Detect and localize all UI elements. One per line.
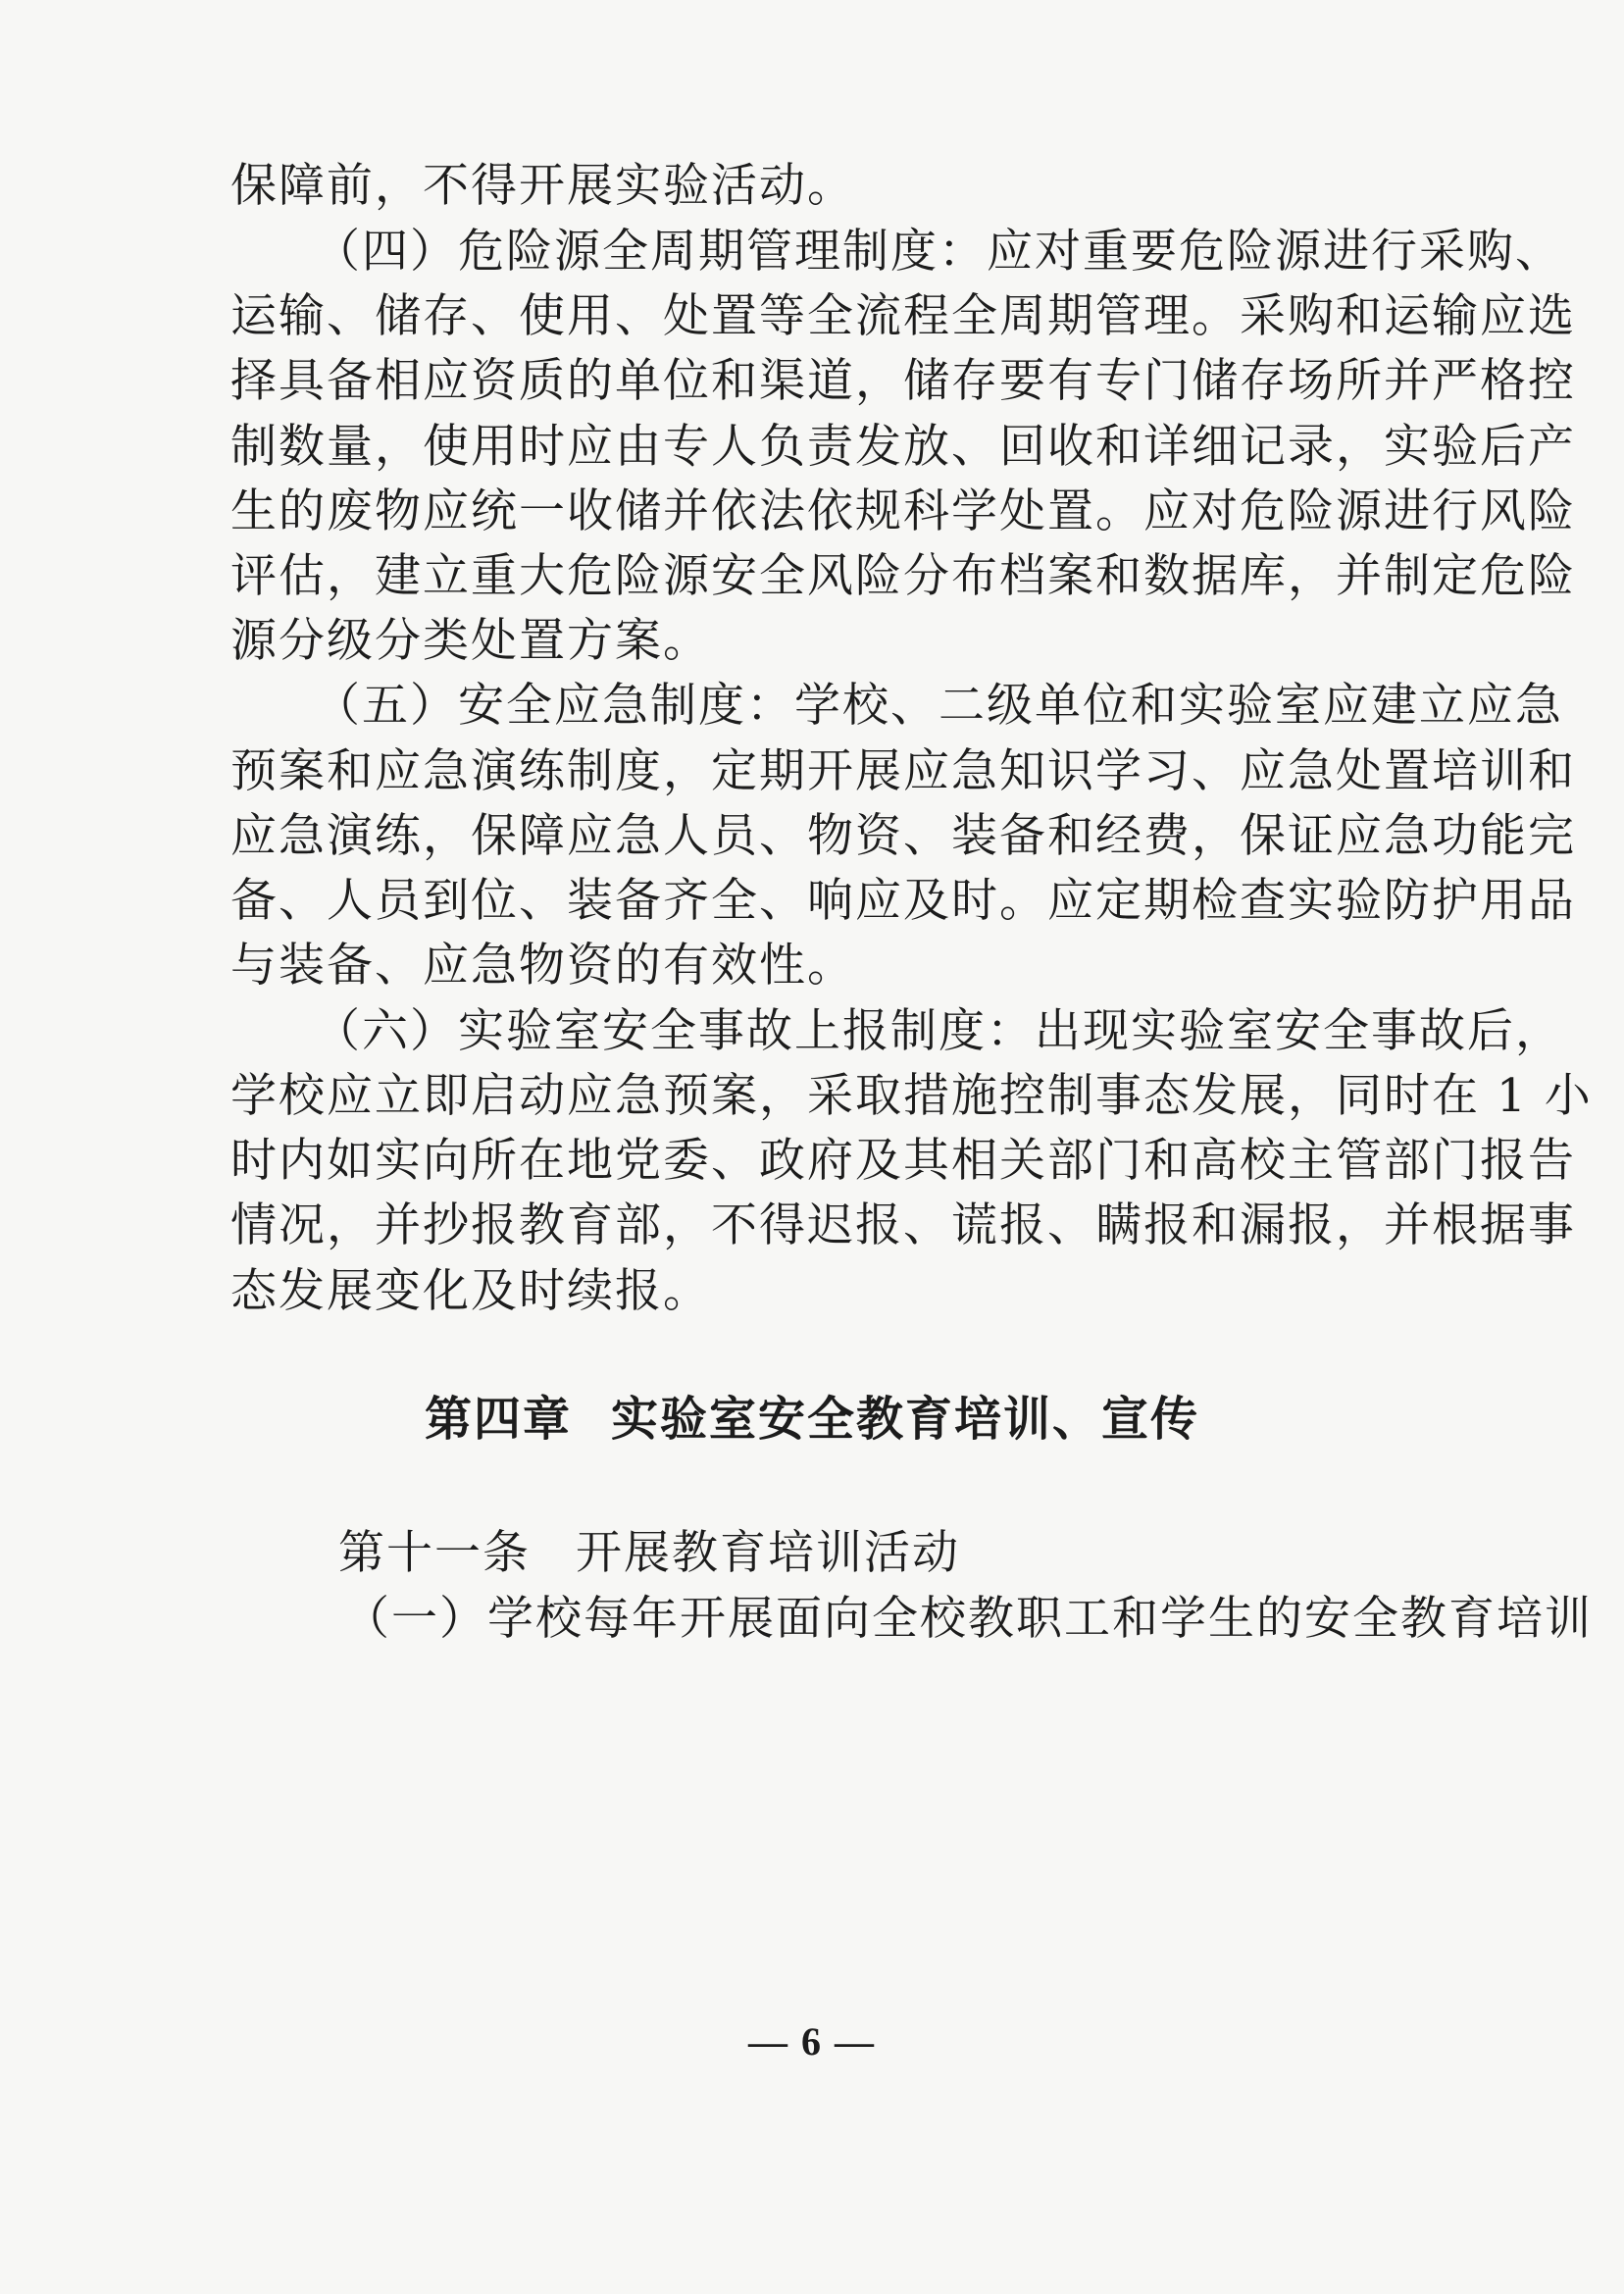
paragraph-line: 时内如实向所在地党委、政府及其相关部门和高校主管部门报告 — [230, 1134, 1576, 1188]
paragraph-line: 评估，建立重大危险源安全风险分布档案和数据库，并制定危险 — [230, 549, 1576, 603]
paragraph-line: 预案和应急演练制度，定期开展应急知识学习、应急处置培训和 — [230, 744, 1576, 798]
paragraph-line: 应急演练，保障应急人员、物资、装备和经费，保证应急功能完 — [230, 809, 1576, 863]
paragraph-line: 保障前，不得开展实验活动。 — [230, 159, 855, 213]
article-title: 开展教育培训活动 — [576, 1526, 960, 1580]
chapter-number: 第四章 — [424, 1392, 572, 1447]
page-number: — 6 — — [748, 2019, 876, 2064]
paragraph-line: （四）危险源全周期管理制度：应对重要危险源进行采购、 — [314, 225, 1563, 279]
paragraph-line: 学校应立即启动应急预案，采取措施控制事态发展，同时在 1 小 — [230, 1069, 1593, 1123]
chapter-heading — [0, 1390, 1624, 1449]
paragraph-line: （一）学校每年开展面向全校教职工和学生的安全教育培训 — [343, 1592, 1593, 1646]
article-heading — [338, 1526, 960, 1581]
paragraph-line: 态发展变化及时续报。 — [230, 1264, 711, 1318]
paragraph-line: 生的废物应统一收储并依法依规科学处置。应对危险源进行风险 — [230, 484, 1576, 538]
paragraph-line: 源分级分类处置方案。 — [230, 614, 711, 668]
paragraph-line: （五）安全应急制度：学校、二级单位和实验室应建立应急 — [314, 679, 1563, 733]
paragraph-line: 情况，并抄报教育部，不得迟报、谎报、瞒报和漏报，并根据事 — [230, 1198, 1576, 1252]
article-number: 第十一条 — [338, 1526, 531, 1580]
paragraph-line: （六）实验室安全事故上报制度：出现实验室安全事故后， — [314, 1004, 1563, 1058]
paragraph-line: 运输、储存、使用、处置等全流程全周期管理。采购和运输应选 — [230, 289, 1576, 343]
paragraph-line: 备、人员到位、装备齐全、响应及时。应定期检查实验防护用品 — [230, 874, 1576, 928]
paragraph-line: 制数量，使用时应由专人负责发放、回收和详细记录，实验后产 — [230, 420, 1576, 474]
chapter-title: 实验室安全教育培训、宣传 — [611, 1392, 1200, 1447]
paragraph-line: 与装备、应急物资的有效性。 — [230, 939, 855, 993]
paragraph-line: 择具备相应资质的单位和渠道，储存要有专门储存场所并严格控 — [230, 354, 1576, 408]
